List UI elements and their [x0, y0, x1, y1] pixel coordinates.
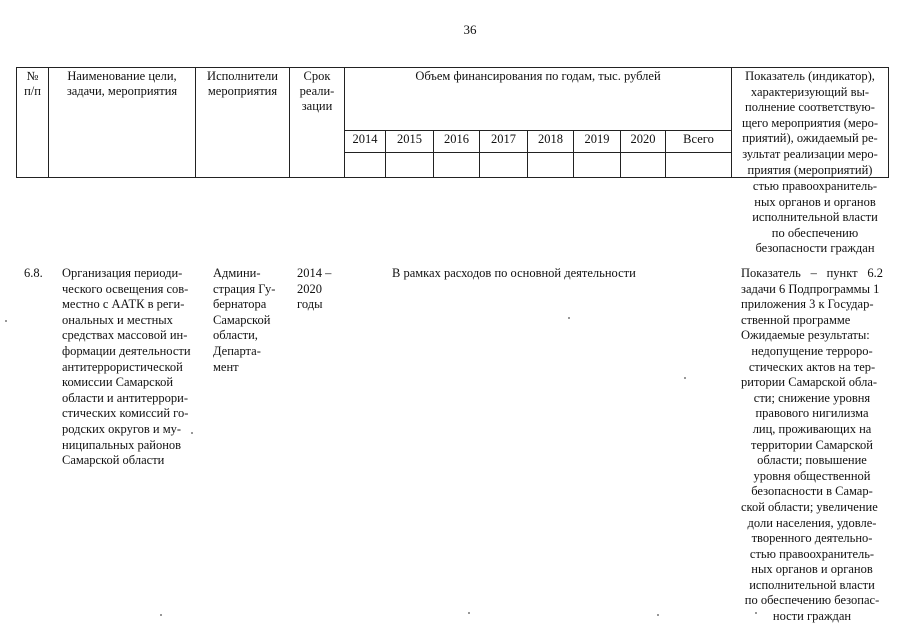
header-col-executor: Исполнители мероприятия — [207, 69, 278, 98]
row-number: 6.8. — [24, 266, 43, 280]
row-financing: В рамках расходов по основной деятельности — [392, 266, 636, 280]
year-2019: 2019 — [584, 132, 610, 146]
page-number: 36 — [463, 22, 477, 37]
year-total: Всего — [683, 132, 714, 146]
indicator-continuation: стью правоохранитель- ных органов и органов исполнительной власти по обеспечению безопасности граждан — [752, 179, 878, 256]
header-col-financing: Объем финансирования по годам, тыс. рублей — [415, 69, 661, 83]
row-term: 2014 – 2020 годы — [297, 266, 332, 312]
year-2014: 2014 — [352, 132, 378, 146]
row-indicator: Показатель – пункт 6.2 задачи 6 Подпрограммы 1 приложения 3 к Государ- ственной программе Ожидаемые результаты: недопущение терроро- стических актов на тер- ритории Самарской обла- сти; снижение уровня правового нигилизма лиц, проживающих на территории Самарской области; повышение уровня общественной безопасности в Самар- ской области; увеличение доли населения, удовле- творенного деятельно- стью правоохранитель- ных органов и органов исполнительной власти по обеспечению безопас- ности граждан — [741, 266, 883, 624]
row-executor: Админи- страция Гу- бернатора Самарской области, Департа- мент — [213, 266, 276, 374]
header-col-name: Наименование цели, задачи, мероприятия — [66, 69, 178, 98]
row-name: Организация периоди- ческого освещения сов- местно с ААТК в реги- ональных и местных средствах массовой ин- формации деятельности антитеррористической комиссии Самарской области и антитеррори- стических комиссий го- родских округов и му- ниципальных районов Самарской области — [62, 266, 191, 468]
year-2015: 2015 — [397, 132, 422, 146]
header-col-number: № п/п — [24, 69, 41, 98]
header-col-term: Срок реали- зации — [299, 69, 335, 113]
year-2018: 2018 — [538, 132, 563, 146]
year-2016: 2016 — [444, 132, 469, 146]
year-2017: 2017 — [491, 132, 516, 146]
header-col-indicator: Показатель (индикатор), характеризующий вы- полнение соответствую- щего мероприятия (меро- приятий), ожидаемый ре- зультат реализации меро- приятия (мероприятий) — [741, 69, 878, 177]
year-2020: 2020 — [630, 132, 656, 146]
